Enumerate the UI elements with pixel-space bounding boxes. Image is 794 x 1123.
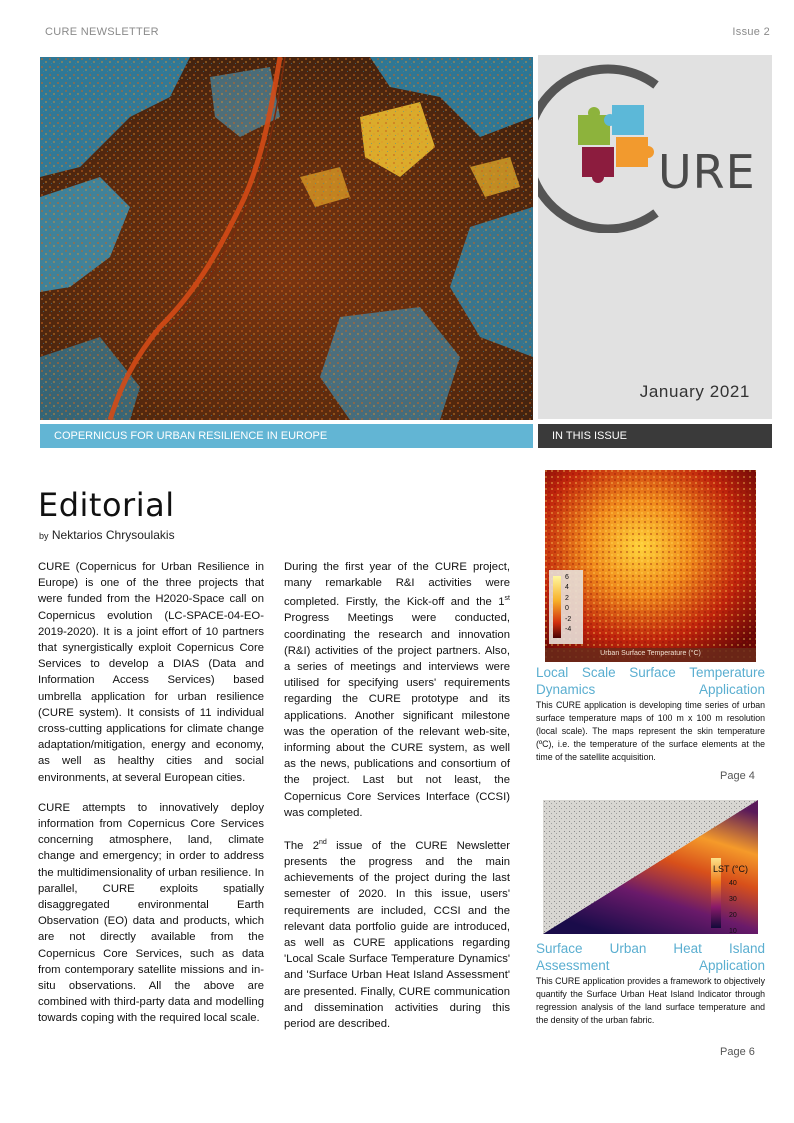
issue-date: January 2021 [639,382,750,401]
editorial-title: Editorial [38,486,175,524]
puzzle-pieces-icon [578,105,654,183]
legend-tick: 0 [565,605,569,613]
legend-tick: -4 [565,626,572,634]
legend-tick: 10 [729,928,737,934]
legend-tick: 6 [565,574,569,581]
legend-colorbar [553,576,561,638]
in-this-issue-bar: IN THIS ISSUE [538,424,772,448]
legend-tick: 4 [565,584,569,592]
legend-tick: 40 [729,880,737,887]
page-reference[interactable]: Page 4 [720,770,755,782]
lst-legend-title: LST (°C) [713,864,748,874]
temperature-legend-ticks [565,573,571,635]
editorial-paragraph [284,559,510,821]
article-summary: This CURE application is developing time series of urban surface temperature maps of 100 m x 100 m resolution (local scale). The maps represent the skin temperature (ºC), i.e. the temperature of the surface elements at the time of the satellite acquisition. [536,700,765,762]
issue-number: Issue 2 [732,26,770,38]
editorial-column-2 [284,559,510,1046]
hero-satellite-image [40,57,533,420]
editorial-paragraph: CURE attempts to innovatively deploy information from Copernicus Core Services concerning atmosphere, land, climate change and emergency; in order to address the multidimensionality of urban resilience. In parallel, CURE exploits spatially disaggregated environmental Earth Observation (EO) data and products, which are not directly available from the Copernicus Core Services, such as data from contemporary satellite missions and in-situ observations. All the above are combined with third-party data and modelling towards coping with the required local scale. [38,801,264,1025]
legend-tick: -2 [565,615,572,623]
satellite-map-graphic [40,57,533,420]
temperature-map-graphic [545,470,756,662]
article-title-temperature-dynamics[interactable] [536,664,765,698]
tagline-bar: COPERNICUS FOR URBAN RESILIENCE IN EUROPE [40,424,533,448]
text-run: Progress Meetings were conducted, coordinating the research and innovation (R&I) activities of the project partners. Also, a series of meetings and interviews were utilised for specifying users' requirements regarding the CURE prototype and its applications. Another significant milestone was the operation of the relevant web-site, informing about the CURE system, as well as the news, publications and consortium of the project. Last but not least, the Copernicus Core Services Interface (CCSI) was completed. [284,612,510,819]
lst-legend-ticks [729,876,737,934]
author-name: Nektarios Chrysoulakis [51,528,175,542]
text-run: During the first year of the CURE project, many remarkable R&I activities were completed. Firstly, the Kick-off and the 1 [284,561,510,609]
text-run: issue of the CURE Newsletter presents the progress and the main achievements of the project during the last semester of 2020. In this issue, users' requirements are included, CCSI and the relevant data portfolio guide are introduced, as well as CURE applications regarding 'Local Scale Surface Temperature Dynamics' and 'Surface Urban Heat Island Assessment' are presented. Finally, CURE communication and dissemination activities during this period are described. [284,839,510,1031]
text-run: The 2 [284,839,320,852]
superscript: nd [319,839,327,847]
article-title-text: Local Scale Surface Temperature Dynamics Application [536,665,765,697]
article-title-text: Surface Urban Heat Island Assessment Application [536,941,765,973]
cover-logo-panel [538,55,772,419]
heat-island-map [543,800,758,934]
page-reference[interactable]: Page 6 [720,1046,755,1058]
superscript: st [504,595,510,603]
editorial-column-1 [38,559,264,1041]
surface-temperature-map [545,470,756,662]
byline [39,528,175,542]
map-caption: Urban Surface Temperature (°C) [600,650,701,657]
article-title-heat-island[interactable] [536,940,765,974]
legend-tick: 30 [729,896,737,903]
article-summary: This CURE application provides a framework to objectively quantify the Surface Urban Heat Island Indicator through regression analysis of the land surface temperature and the density of the urban fabric. [536,976,765,1025]
legend-tick: 2 [565,594,569,602]
logo-text: URE [658,145,756,199]
byline-prefix: by [39,531,49,541]
editorial-paragraph: CURE (Copernicus for Urban Resilience in Europe) is one of the three projects that were funded from the H2020-Space call on Copernicus evolution (LC-SPACE-04-EO-2019-2020). It is a joint effort of 10 partners that synergistically exploit Copernicus Core Services to develop a DIAS (Data and Information Access Services) based umbrella application for urban resilience (CURE system). It consists of 11 individual cross-cutting applications for climate change adaptation/mitigation, energy and economy, as well as healthy cities and social environments, at several European cities. [38,561,264,784]
newsletter-name: CURE NEWSLETTER [45,26,159,38]
editorial-paragraph [284,835,510,1032]
legend-tick: 20 [729,912,737,919]
